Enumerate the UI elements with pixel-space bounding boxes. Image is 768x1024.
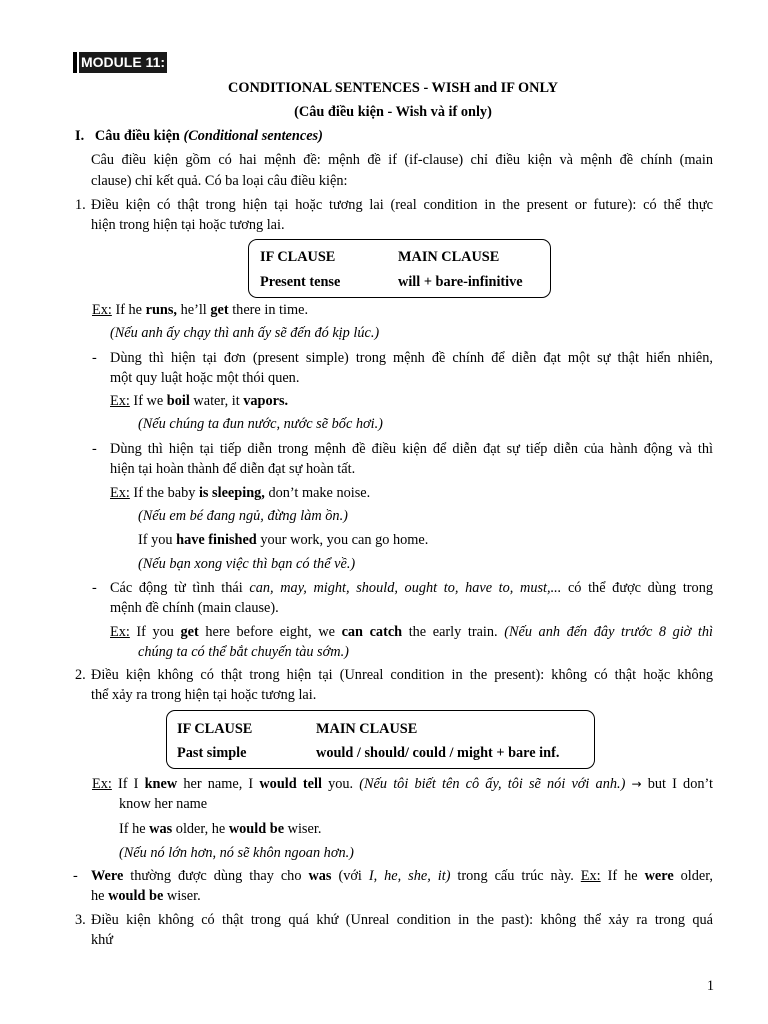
type2-example-1: Ex: If I knew her name, I would tell you. (Nếu tôi biết tên cô ấy, tôi sẽ nói với anh.) → but I don’t — [92, 776, 713, 792]
bullet1-example: Ex: If we boil water, it vapors. — [110, 393, 289, 409]
section-heading — [75, 126, 323, 146]
table-header-if-clause: IF CLAUSE — [260, 249, 336, 265]
type3-number: 3. — [75, 912, 86, 928]
bullet2-example-1: Ex: If the baby is sleeping, don’t make noise. — [110, 485, 371, 501]
module-tag — [73, 52, 167, 73]
type3-line-1: Điều kiện không có thật trong quá khứ (Unreal condition in the past): không thể xảy ra trong quá — [91, 912, 713, 928]
bullet3-example-translation-cont: chúng ta có thể bắt chuyến tàu sớm.) — [138, 644, 349, 660]
type1-example-1-translation: (Nếu anh ấy chạy thì anh ấy sẽ đến đó kịp lúc.) — [110, 325, 380, 341]
page-number: 1 — [706, 978, 714, 994]
ex-label: Ex: — [92, 302, 112, 318]
bullet-dash: - — [92, 441, 97, 457]
type2-example-2-translation: (Nếu nó lớn hơn, nó sẽ khôn ngoan hơn.) — [119, 845, 354, 861]
type1-line-1: Điều kiện có thật trong hiện tại hoặc tương lai (real condition in the present or future): có thể thực — [91, 197, 713, 213]
bullet2-example-2: If you have finished your work, you can go home. — [138, 532, 429, 548]
section-heading-vn: Câu điều kiện — [94, 128, 180, 144]
section-heading-en: (Conditional sentences) — [183, 128, 323, 144]
type1-number: 1. — [75, 197, 86, 213]
bullet2-line-1: Dùng thì hiện tại tiếp diễn trong mệnh đề điều kiện để diễn đạt sự tiếp diễn của hành động và thì — [110, 441, 713, 457]
ex-label: Ex: — [110, 624, 130, 640]
type3-line-2: khứ — [91, 932, 114, 948]
bullet-dash: - — [92, 350, 97, 366]
intro-line-1: Câu điều kiện gồm có hai mệnh đề: mệnh đề if (if-clause) chỉ điều kiện và mệnh đề chính (main — [91, 152, 713, 168]
bullet2-example-2-translation: (Nếu bạn xong việc thì bạn có thể về.) — [138, 556, 356, 572]
table-header-main-clause: MAIN CLAUSE — [398, 249, 500, 265]
type2-structure-table — [166, 710, 595, 769]
arrow-right-icon: → — [631, 777, 642, 791]
bullet3-line-1: Các động từ tình thái can, may, might, should, ought to, have to, must,... có thể được dùng trong — [110, 580, 714, 596]
table-value-main-clause: would / should/ could / might + bare inf. — [316, 745, 560, 761]
type2-line-2: thể xảy ra trong hiện tại hoặc tương lai. — [91, 687, 317, 703]
bullet3-example: Ex: If you get here before eight, we can catch the early train. (Nếu anh đến đây trước 8 giờ thì — [110, 624, 713, 640]
bullet2-example-1-translation: (Nếu em bé đang ngủ, đừng làm ồn.) — [138, 508, 348, 524]
ex-label: Ex: — [110, 393, 130, 409]
intro-line-2: clause) chỉ kết quả. Có ba loại câu điều kiện: — [91, 173, 348, 189]
module-tag-label: MODULE 11: — [79, 52, 167, 73]
type2-note-line-1: Were thường được dùng thay cho was (với I, he, she, it) trong cấu trúc này. Ex: If he were older, — [91, 868, 714, 884]
bullet2-line-2: hiện tại hoàn thành để diễn đạt sự hoàn tất. — [110, 461, 356, 477]
table-header-if-clause: IF CLAUSE — [177, 721, 253, 737]
type1-example-1: Ex: If he runs, he’ll get there in time. — [92, 302, 309, 318]
page-subtitle: (Câu điều kiện - Wish và if only) — [294, 104, 492, 120]
bullet1-line-1: Dùng thì hiện tại đơn (present simple) trong mệnh đề chính để diễn đạt một sự thật hiển nhiên, — [110, 350, 713, 366]
table-header-main-clause: MAIN CLAUSE — [316, 721, 418, 737]
bullet-dash: - — [92, 580, 97, 596]
table-value-if-clause: Present tense — [260, 274, 341, 290]
section-number: I. — [75, 128, 85, 144]
bullet1-line-2: một quy luật hoặc một thói quen. — [110, 370, 300, 386]
table-value-if-clause: Past simple — [177, 745, 247, 761]
type2-example-1-cont: know her name — [119, 796, 208, 812]
bullet1-example-translation: (Nếu chúng ta đun nước, nước sẽ bốc hơi.) — [138, 416, 383, 432]
type1-line-2: hiện trong hiện tại hoặc tương lai. — [91, 217, 285, 233]
type2-note-line-2: he would be wiser. — [91, 888, 201, 904]
ex-label: Ex: — [92, 776, 112, 792]
table-value-main-clause: will + bare-infinitive — [398, 274, 523, 290]
ex-label: Ex: — [110, 485, 130, 501]
page-title: CONDITIONAL SENTENCES - WISH and IF ONLY — [228, 80, 558, 96]
bullet-dash: - — [73, 868, 78, 884]
type2-number: 2. — [75, 667, 86, 683]
type2-line-1: Điều kiện không có thật trong hiện tại (Unreal condition in the present): không có thật hoặc không — [91, 667, 713, 683]
type1-structure-table — [248, 239, 551, 298]
type2-example-2: If he was older, he would be wiser. — [119, 821, 322, 837]
bullet3-line-2: mệnh đề chính (main clause). — [110, 600, 279, 616]
